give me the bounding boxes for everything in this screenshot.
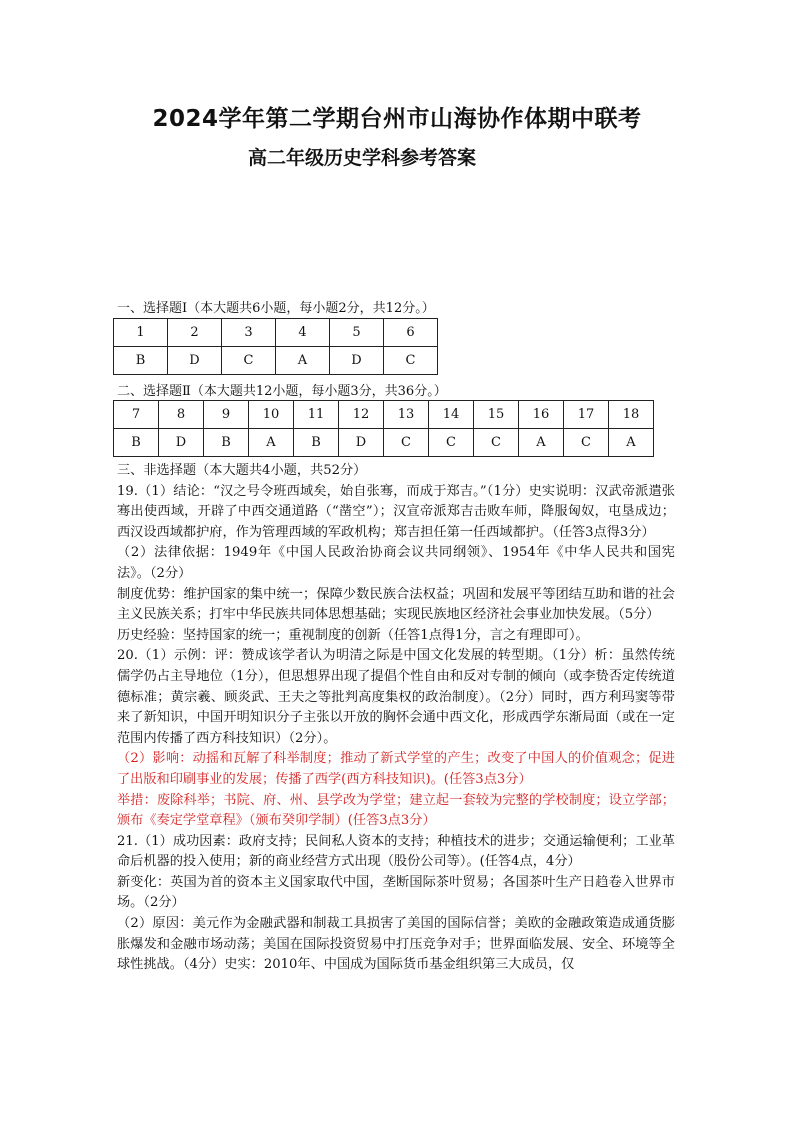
table-row-numbers	[114, 401, 654, 429]
answer-cell: C	[474, 429, 519, 457]
answer-cell: B	[114, 429, 159, 457]
answer-21-part2: （2）原因：美元作为金融武器和制裁工具损害了美国的国际信誉；美欧的金融政策造成通货膨胀爆发和金融市场动荡；美国在国际投资贸易中打压竞争对手；世界面临发展、安全、环境等全球性挑战。（4分）史实：2010年、中国成为国际货币基金组织第三大成员，仅	[117, 916, 675, 973]
section2-answer-table	[113, 400, 654, 457]
table-row-numbers	[114, 319, 438, 347]
answer-cell: D	[168, 347, 222, 375]
answer-cell: C	[429, 429, 474, 457]
answer-21-part1-factors: 21.（1）成功因素：政府支持；民间私人资本的支持；种植技术的进步；交通运输便利；工业革命后机器的投入使用；新的商业经营方式出现（股份公司等）。(任答4点，4分）	[117, 833, 675, 870]
question-number: 18	[609, 401, 654, 429]
answer-cell: D	[159, 429, 204, 457]
answer-19-part1: 19.（1）结论：“汉之号令班西域矣，始自张骞，而成于郑吉。”（1分）史实说明：汉武帝派遣张骞出使西域，开辟了中西交通道路（“凿空”）；汉宣帝派郑吉击败车师，降服匈奴，屯垦成边；西汉设西域都护府，作为管理西域的军政机构；郑吉担任第一任西域都护。（任答3点得3分）	[117, 483, 675, 540]
answer-cell: A	[609, 429, 654, 457]
section1-answer-table	[113, 318, 438, 375]
question-number: 11	[294, 401, 339, 429]
answer-cell: C	[564, 429, 609, 457]
section3-label: 三、非选择题（本大题共4小题，共52分）	[117, 463, 367, 478]
question-number: 8	[159, 401, 204, 429]
section2-label: 二、选择题Ⅱ（本大题共12小题，每小题3分，共36分。）	[117, 384, 447, 399]
question-number: 1	[114, 319, 168, 347]
answer-cell: D	[330, 347, 384, 375]
question-number: 16	[519, 401, 564, 429]
answer-cell: A	[276, 347, 330, 375]
answer-20-part1: 20.（1）示例：评：赞成该学者认为明清之际是中国文化发展的转型期。（1分）析：虽然传统儒学仍占主导地位（1分），但思想界出现了提倡个性自由和反对专制的倾向（或李贽否定传统道德标准；黄宗羲、顾炎武、王夫之等批判高度集权的政治制度）。（2分）同时，西方利玛窦等带来了新知识，中国开明知识分子主张以开放的胸怀会通中西文化，形成西学东渐局面（或在一定范围内传播了西方科技知识）（2分）。	[117, 648, 675, 746]
answer-cell: D	[339, 429, 384, 457]
answer-cell: A	[249, 429, 294, 457]
question-number: 3	[222, 319, 276, 347]
answer-19-part2-experience: 历史经验：坚持国家的统一；重视制度的创新（任答1点得1分，言之有理即可）。	[117, 627, 589, 643]
question-number: 10	[249, 401, 294, 429]
answer-cell: B	[204, 429, 249, 457]
question-number: 9	[204, 401, 249, 429]
page-title: 2024学年第二学期台州市山海协作体期中联考	[152, 106, 642, 132]
answer-cell: B	[114, 347, 168, 375]
section3-body	[117, 461, 675, 976]
question-number: 14	[429, 401, 474, 429]
table-row-answers	[114, 347, 438, 375]
question-number: 12	[339, 401, 384, 429]
answer-cell: B	[294, 429, 339, 457]
answer-cell: C	[384, 347, 438, 375]
section1-label: 一、选择题Ⅰ（本大题共6小题，每小题2分，共12分。）	[117, 301, 435, 316]
question-number: 17	[564, 401, 609, 429]
question-number: 7	[114, 401, 159, 429]
question-number: 5	[330, 319, 384, 347]
question-number: 2	[168, 319, 222, 347]
answer-cell: C	[222, 347, 276, 375]
answer-cell: C	[384, 429, 429, 457]
answer-20-part2-impact: （2）影响：动摇和瓦解了科举制度；推动了新式学堂的产生；改变了中国人的价值观念；促进了出版和印刷事业的发展；传播了西学(西方科技知识)。(任答3点3分）	[117, 751, 675, 787]
question-number: 4	[276, 319, 330, 347]
answer-19-part2-basis: （2）法律依据：1949年《中国人民政治协商会议共同纲领》、1954年《中华人民共和国宪法》。（2分）	[117, 545, 675, 581]
answer-20-part2-measures: 举措：废除科举；书院、府、州、县学改为学堂；建立起一套较为完整的学校制度；设立学部；颁布《奏定学堂章程》（颁布癸卯学制）(任答3点3分）	[117, 792, 675, 829]
answer-19-part2-advantages: 制度优势：维护国家的集中统一；保障少数民族合法权益；巩固和发展平等团结互助和谐的社会主义民族关系；打牢中华民族共同体思想基础；实现民族地区经济社会事业加快发展。（5分）	[117, 586, 675, 623]
question-number: 15	[474, 401, 519, 429]
answer-21-part1-changes: 新变化：英国为首的资本主义国家取代中国，垄断国际茶叶贸易；各国茶叶生产日趋卷入世界市场。（2分）	[117, 874, 675, 911]
answer-cell: A	[519, 429, 564, 457]
table-row-answers	[114, 429, 654, 457]
page-subtitle: 高二年级历史学科参考答案	[248, 147, 477, 169]
question-number: 13	[384, 401, 429, 429]
question-number: 6	[384, 319, 438, 347]
